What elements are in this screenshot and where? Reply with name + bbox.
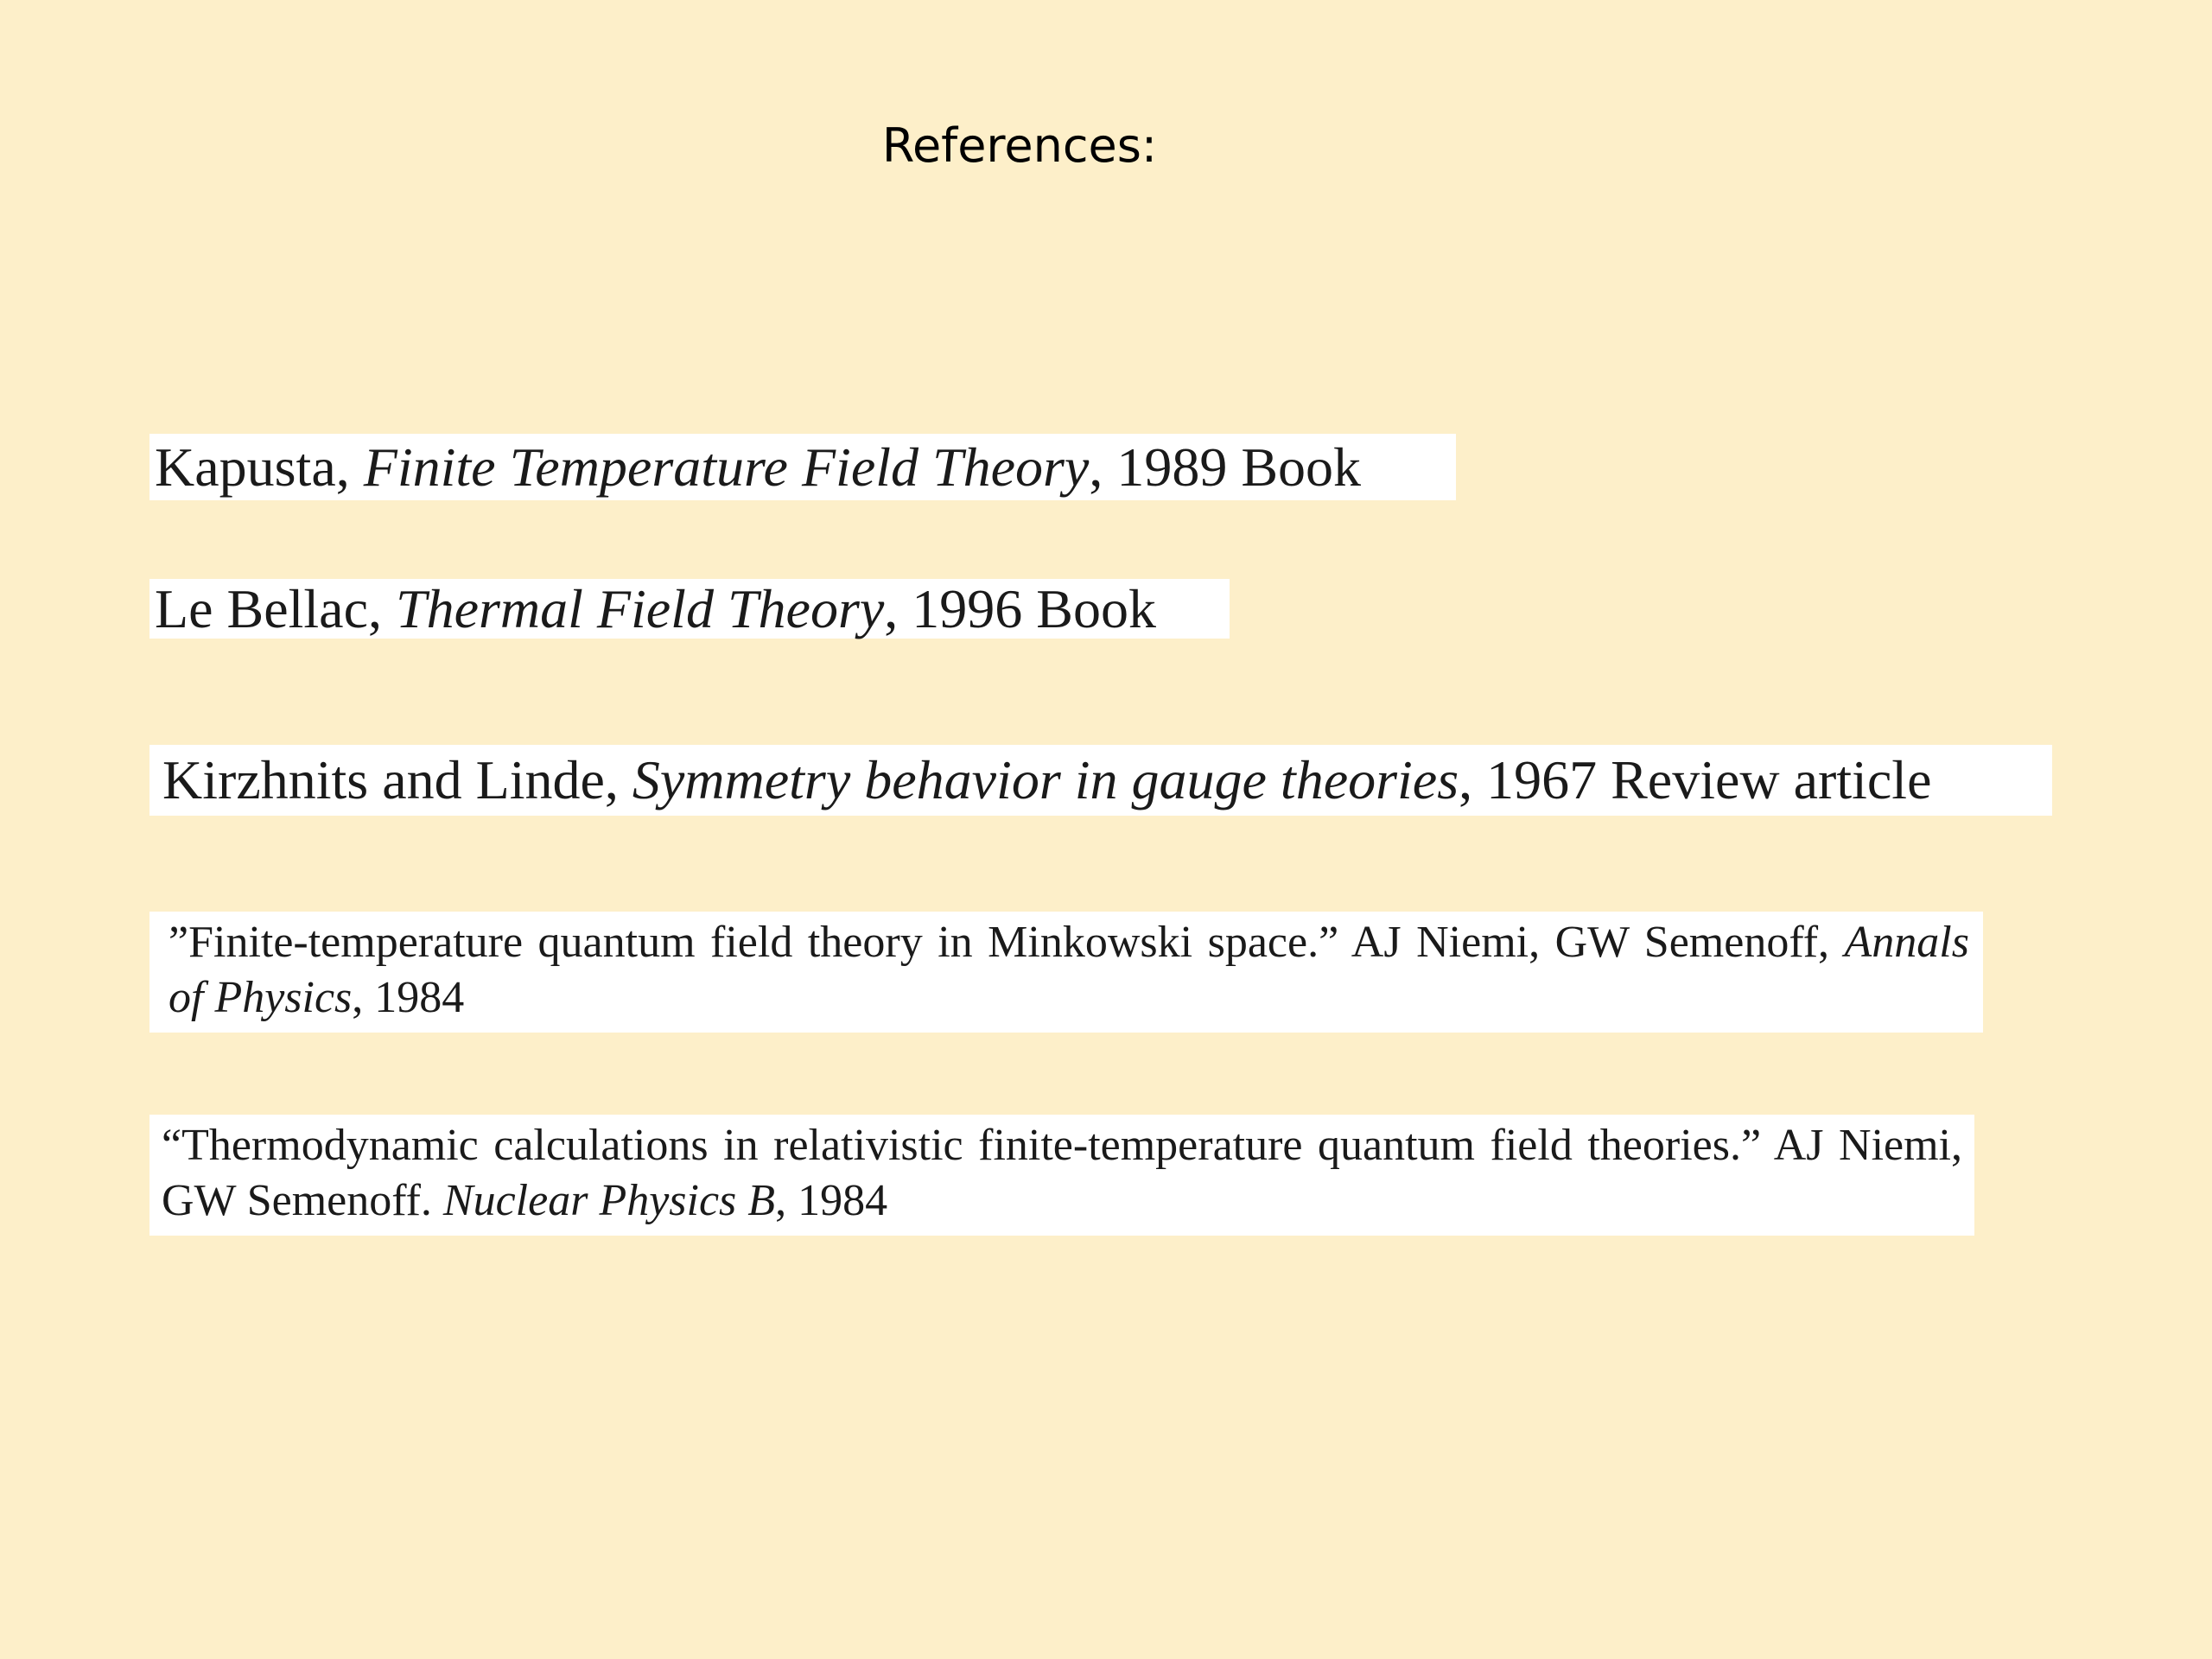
reference-journal: Annals of Physics bbox=[168, 918, 1969, 1022]
reference-le-bellac bbox=[149, 579, 1230, 639]
slide-title: References: bbox=[881, 118, 1158, 173]
reference-suffix: , 1967 Review article bbox=[1459, 749, 1932, 810]
reference-author: Kirzhnits and Linde, bbox=[162, 749, 619, 810]
reference-suffix: , 1996 Book bbox=[884, 577, 1156, 639]
reference-text: “Thermodynamic calculations in relativistic finite-temperature quantum field theories.” AJ Niemi, GW Semenoff. bbox=[162, 1121, 1962, 1225]
reference-journal: Nuclear Physics B bbox=[442, 1176, 776, 1225]
reference-title: Thermal Field Theory bbox=[395, 577, 885, 639]
reference-niemi-semenoff-nuclear bbox=[149, 1115, 1974, 1236]
reference-niemi-semenoff-annals bbox=[149, 912, 1983, 1033]
reference-title: Finite Temperature Field Theory bbox=[363, 435, 1090, 498]
reference-author: Le Bellac, bbox=[155, 577, 382, 639]
reference-title: Symmetry behavior in gauge theories bbox=[632, 749, 1459, 810]
reference-kapusta bbox=[149, 434, 1456, 500]
reference-kirzhnits-linde bbox=[149, 745, 2052, 816]
reference-text: ”Finite-temperature quantum field theory in Minkowski space.” AJ Niemi, GW Semenoff, bbox=[168, 918, 1845, 967]
reference-author: Kapusta, bbox=[155, 435, 350, 498]
reference-suffix: , 1984 bbox=[352, 973, 465, 1022]
reference-suffix: , 1989 Book bbox=[1089, 435, 1361, 498]
reference-suffix: , 1984 bbox=[775, 1176, 888, 1225]
